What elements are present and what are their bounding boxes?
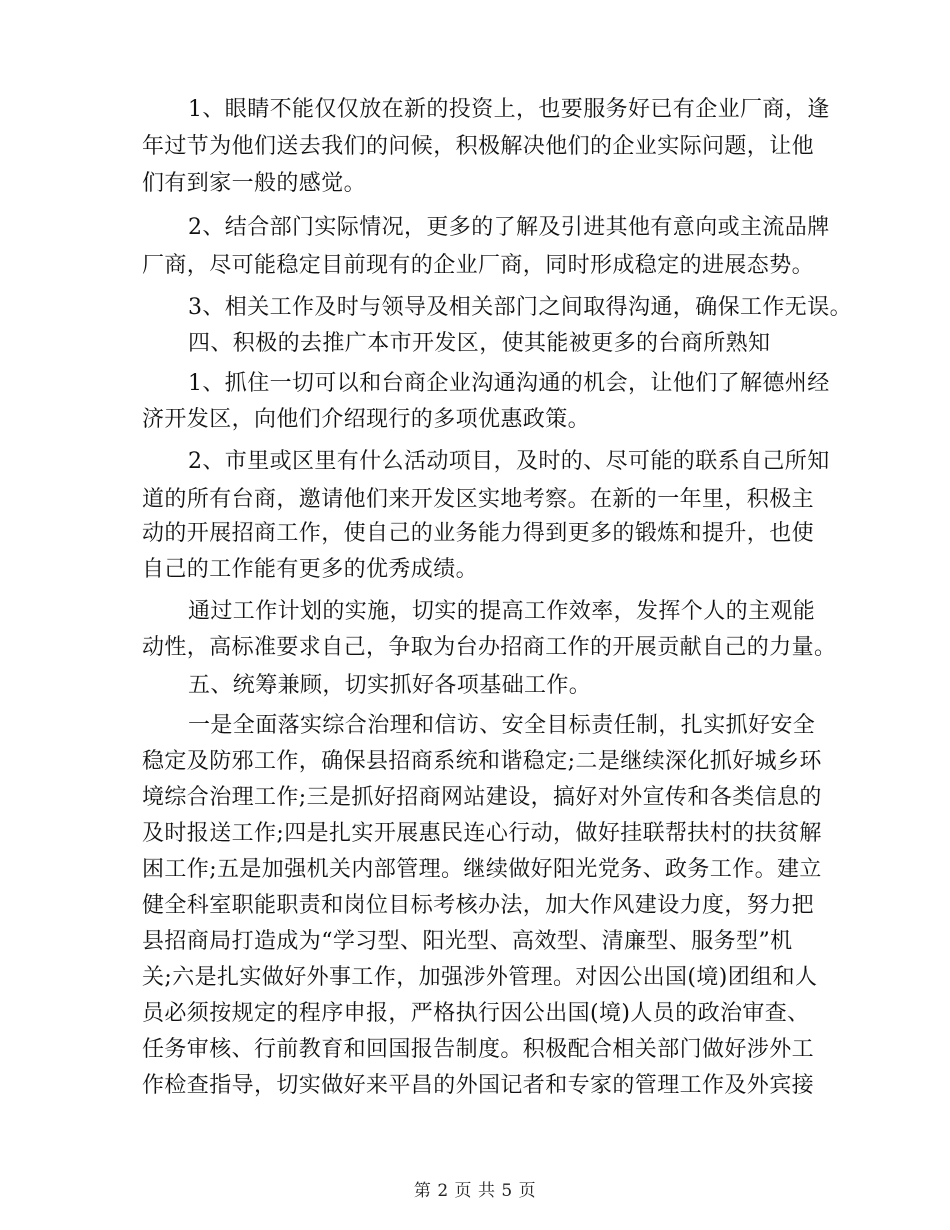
text-line: 县招商局打造成为“学习型、阳光型、高效型、清廉型、服务型”机 bbox=[142, 929, 793, 954]
text-line: 健全科室职能职责和岗位目标考核办法，加大作风建设力度，努力把 bbox=[142, 893, 815, 918]
text-line: 动的开展招商工作，使自己的业务能力得到更多的锻炼和提升，也使 bbox=[142, 521, 815, 546]
text-line: 境综合治理工作;三是抓好招商网站建设，搞好对外宣传和各类信息的 bbox=[142, 785, 822, 810]
text-line: 通过工作计划的实施，切实的提高工作效率，发挥个人的主观能 bbox=[188, 599, 816, 624]
text-line: 厂商，尽可能稳定目前现有的企业厂商，同时形成稳定的进展态势。 bbox=[142, 253, 815, 278]
text-line: 五、统筹兼顾，切实抓好各项基础工作。 bbox=[188, 673, 592, 698]
text-line: 3、相关工作及时与领导及相关部门之间取得沟通，确保工作无误。 bbox=[188, 295, 852, 320]
text-line: 四、积极的去推广本市开发区，使其能被更多的台商所熟知 bbox=[188, 331, 771, 356]
text-line: 作检查指导，切实做好来平昌的外国记者和专家的管理工作及外宾接 bbox=[142, 1073, 815, 1098]
text-line: 自己的工作能有更多的优秀成绩。 bbox=[142, 557, 479, 582]
text-line: 2、结合部门实际情况，更多的了解及引进其他有意向或主流品牌 bbox=[188, 215, 830, 240]
text-line: 们有到家一般的感觉。 bbox=[142, 171, 367, 196]
text-line: 及时报送工作;四是扎实开展惠民连心行动，做好挂联帮扶村的扶贫解 bbox=[142, 821, 822, 846]
text-line: 1、抓住一切可以和台商企业沟通沟通的机会，让他们了解德州经 bbox=[188, 371, 830, 396]
text-line: 员必须按规定的程序申报，严格执行因公出国(境)人员的政治审查、 bbox=[142, 1001, 810, 1026]
text-line: 稳定及防邪工作，确保县招商系统和谐稳定;二是继续深化抓好城乡环 bbox=[142, 749, 822, 774]
text-line: 1、眼睛不能仅仅放在新的投资上，也要服务好已有企业厂商，逢 bbox=[188, 97, 830, 122]
text-line: 2、市里或区里有什么活动项目，及时的、尽可能的联系自己所知 bbox=[188, 449, 830, 474]
text-line: 任务审核、行前教育和回国报告制度。积极配合相关部门做好涉外工 bbox=[142, 1037, 815, 1062]
text-line: 一是全面落实综合治理和信访、安全目标责任制，扎实抓好安全 bbox=[188, 713, 816, 738]
text-line: 动性，高标准要求自己，争取为台办招商工作的开展贡献自己的力量。 bbox=[142, 635, 837, 660]
text-line: 困工作;五是加强机关内部管理。继续做好阳光党务、政务工作。建立 bbox=[142, 857, 822, 882]
text-line: 年过节为他们送去我们的问候，积极解决他们的企业实际问题，让他 bbox=[142, 134, 815, 159]
text-line: 关;六是扎实做好外事工作，加强涉外管理。对因公出国(境)团组和人 bbox=[142, 965, 818, 990]
text-line: 道的所有台商，邀请他们来开发区实地考察。在新的一年里，积极主 bbox=[142, 487, 815, 512]
text-line: 济开发区，向他们介绍现行的多项优惠政策。 bbox=[142, 407, 591, 432]
page-footer: 第 2 页 共 5 页 bbox=[413, 1181, 537, 1201]
